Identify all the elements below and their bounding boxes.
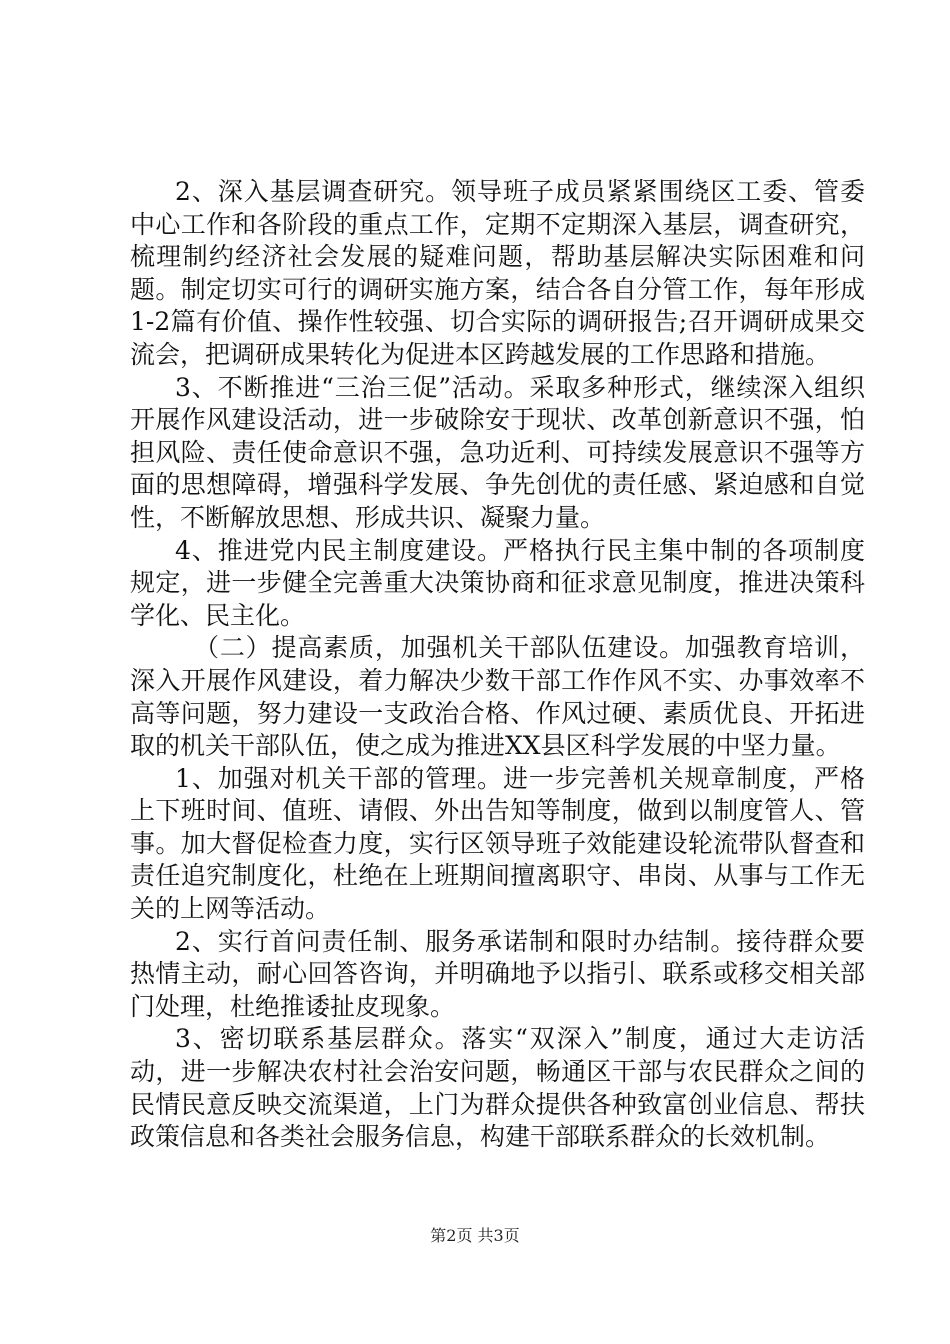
paragraph-research: 2、深入基层调查研究。领导班子成员紧紧围绕区工委、管委中心工作和各阶段的重点工作，定期不定期深入基层，调查研究，梳理制约经济社会发展的疑难问题，帮助基层解决实际困难和问题。制定切实可行的调研实施方案，结合各自分管工作，每年形成1-2篇有价值、操作性较强、切合实际的调研报告;召开调研成果交流会，把调研成果转化为促进本区跨越发展的工作思路和措施。 <box>130 177 865 369</box>
paragraph-contact-masses: 3、密切联系基层群众。落实“双深入”制度，通过大走访活动，进一步解决农村社会治安问题，畅通区干部与农民群众之间的民情民意反映交流渠道，上门为群众提供各种致富创业信息、帮扶政策信息和各类社会服务信息，构建干部联系群众的长效机制。 <box>130 1024 865 1152</box>
paragraph-party-democracy: 4、推进党内民主制度建设。严格执行民主集中制的各项制度规定，进一步健全完善重大决策协商和征求意见制度，推进决策科学化、民主化。 <box>130 535 865 630</box>
paragraph-section-two-heading: （二）提高素质，加强机关干部队伍建设。加强教育培训，深入开展作风建设，着力解决少数干部工作作风不实、办事效率不高等问题，努力建设一支政治合格、作风过硬、素质优良、开拓进取的机关干部队伍，使之成为推进XX县区科学发展的中坚力量。 <box>130 633 865 761</box>
document-body <box>130 176 865 1154</box>
paragraph-responsibility-system: 2、实行首问责任制、服务承诺制和限时办结制。接待群众要热情主动，耐心回答咨询，并明确地予以指引、联系或移交相关部门处理，杜绝推诿扯皮现象。 <box>130 926 865 1021</box>
page-number-footer: 第2页 共3页 <box>430 1226 520 1245</box>
paragraph-three-governance: 3、不断推进“三治三促”活动。采取多种形式，继续深入组织开展作风建设活动，进一步破除安于现状、改革创新意识不强，怕担风险、责任使命意识不强，急功近利、可持续发展意识不强等方面的思想障碍，增强科学发展、争先创优的责任感、紧迫感和自觉性，不断解放思想、形成共识、凝聚力量。 <box>130 372 865 532</box>
paragraph-cadre-management: 1、加强对机关干部的管理。进一步完善机关规章制度，严格上下班时间、值班、请假、外出告知等制度，做到以制度管人、管事。加大督促检查力度，实行区领导班子效能建设轮流带队督查和责任追究制度化，杜绝在上班期间擅离职守、串岗、从事与工作无关的上网等活动。 <box>130 763 865 924</box>
